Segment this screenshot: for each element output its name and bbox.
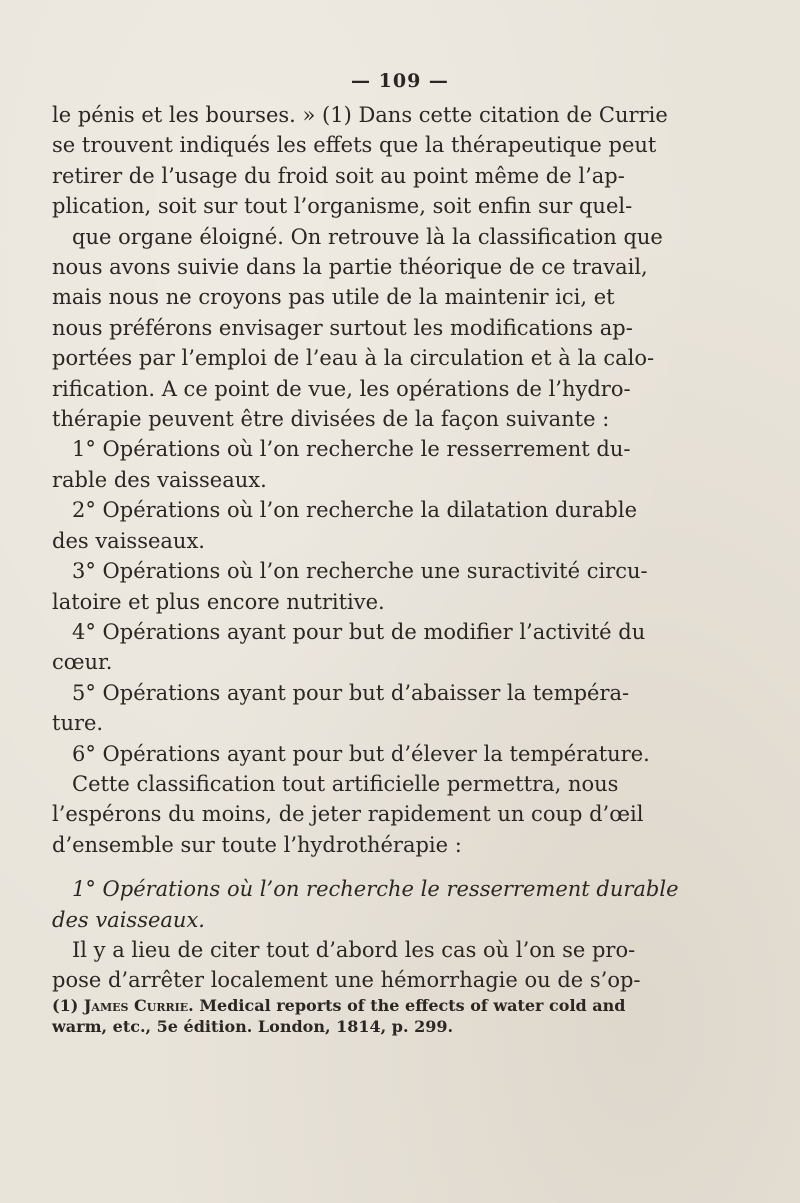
section-gap	[52, 860, 612, 874]
text-line: l’espérons du moins, de jeter rapidement un coup d’œil	[52, 802, 644, 827]
footnote	[52, 995, 626, 1037]
text-line: des vaisseaux.	[52, 528, 205, 553]
text-line: le pénis et les bourses. » (1) Dans cette citation de Currie	[52, 103, 668, 127]
text-line: mais nous ne croyons pas utile de la maintenir ici, et	[52, 285, 615, 310]
text-line: latoire et plus encore nutritive.	[52, 589, 385, 614]
footnote-line	[52, 995, 626, 1016]
list-item: 3° Opérations où l’on recherche une suractivité circu-	[72, 559, 648, 584]
list-item: 1° Opérations où l’on recherche le resserrement du-	[72, 437, 631, 462]
page-number: — 109 —	[351, 70, 449, 92]
text-line: rification. A ce point de vue, les opérations de l’hydro-	[52, 376, 631, 401]
list-item: 6° Opérations ayant pour but d’élever la température.	[72, 741, 650, 766]
section-heading: des vaisseaux.	[52, 907, 205, 932]
text-line: se trouvent indiqués les effets que la thérapeutique peut	[52, 133, 657, 158]
text-line: Il y a lieu de citer tout d’abord les cas où l’on se pro-	[72, 937, 636, 962]
footnote-author: James Currie.	[83, 996, 194, 1015]
text-line: cœur.	[52, 650, 113, 675]
section-heading: 1° Opérations où l’on recherche le resserrement durable	[72, 877, 679, 902]
text-line: d’ensemble sur toute l’hydrothérapie :	[52, 832, 462, 857]
text-line: ture.	[52, 711, 104, 736]
footnote-marker: (1)	[52, 996, 79, 1015]
list-item: 4° Opérations ayant pour but de modifier l’activité du	[72, 619, 646, 644]
body-text	[52, 100, 679, 996]
text-line: Cette classification tout artificielle permettra, nous	[72, 771, 619, 796]
text-line: nous avons suivie dans la partie théorique de ce travail,	[52, 255, 648, 280]
footnote-line: warm, etc., 5e édition. London, 1814, p. 299.	[52, 1017, 454, 1036]
text-line: plication, soit sur tout l’organisme, soit enfin sur quel-	[52, 194, 633, 219]
text-line: thérapie peuvent être divisées de la façon suivante :	[52, 407, 610, 432]
text-line: pose d’arrêter localement une hémorrhagie ou de s’op-	[52, 968, 641, 993]
footnote-title: Medical reports of the effects of water cold and	[199, 996, 626, 1015]
text-line: rable des vaisseaux.	[52, 467, 267, 492]
list-item: 2° Opérations où l’on recherche la dilatation durable	[72, 498, 638, 523]
text-line: retirer de l’usage du froid soit au point même de l’ap-	[52, 163, 625, 188]
text-line: portées par l’emploi de l’eau à la circulation et à la calo-	[52, 346, 655, 371]
text-line: nous préférons envisager surtout les modifications ap-	[52, 315, 633, 340]
list-item: 5° Opérations ayant pour but d’abaisser la tempéra-	[72, 680, 630, 705]
text-line: que organe éloigné. On retrouve là la classification que	[72, 224, 663, 249]
